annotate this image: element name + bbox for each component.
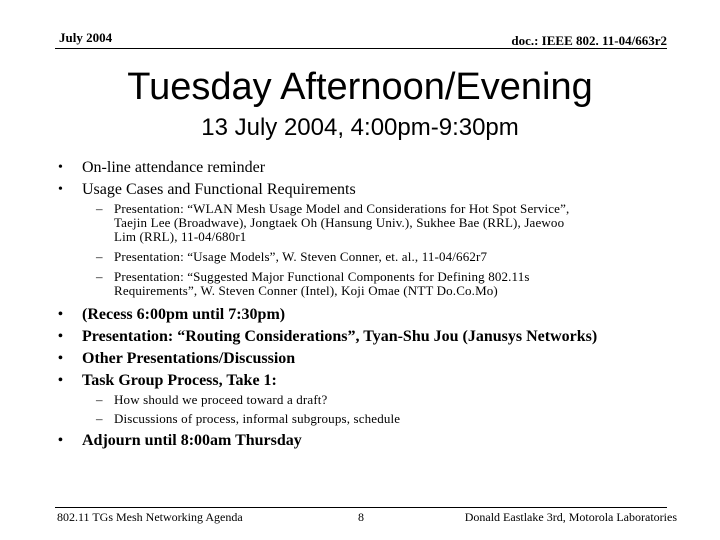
header-doc-id: doc.: IEEE 802. 11-04/663r2	[511, 33, 667, 48]
bullet-glyph: •	[58, 307, 63, 322]
bullet-glyph: •	[58, 351, 63, 366]
dash-glyph: –	[96, 269, 103, 284]
sub-item-line: How should we proceed toward a draft?	[114, 392, 328, 407]
dash-glyph: –	[96, 411, 103, 426]
bullet-text: Adjourn until 8:00am Thursday	[82, 432, 302, 449]
footer-author: Donald Eastlake 3rd, Motorola Laboratories	[464, 510, 677, 524]
dash-glyph: –	[96, 392, 103, 407]
sub-item-line: Presentation: “Usage Models”, W. Steven Conner, et. al., 11-04/662r7	[114, 249, 488, 264]
bullet-text: Presentation: “Routing Considerations”, Tyan-Shu Jou (Janusys Networks)	[82, 328, 598, 345]
header-rule	[55, 48, 667, 49]
bullet-text: Other Presentations/Discussion	[82, 350, 296, 367]
bullet-glyph: •	[58, 373, 63, 388]
slide-subtitle: 13 July 2004, 4:00pm-9:30pm	[201, 114, 519, 141]
bullet-text: Usage Cases and Functional Requirements	[82, 181, 356, 198]
footer-title: 802.11 TGs Mesh Networking Agenda	[57, 510, 243, 524]
page-number: 8	[358, 510, 364, 524]
sub-item-line: Taejin Lee (Broadwave), Jongtaek Oh (Hansung Univ.), Sukhee Bae (RRL), Jaewoo	[114, 215, 565, 230]
sub-item-line: Discussions of process, informal subgroups, schedule	[114, 411, 401, 426]
dash-glyph: –	[96, 201, 103, 216]
bullet-text: On-line attendance reminder	[82, 159, 266, 176]
bullet-glyph: •	[58, 182, 63, 197]
bullet-glyph: •	[58, 433, 63, 448]
sub-item-line: Lim (RRL), 11-04/680r1	[114, 229, 247, 244]
slide-title: Tuesday Afternoon/Evening	[127, 66, 593, 108]
bullet-text: (Recess 6:00pm until 7:30pm)	[82, 306, 286, 323]
dash-glyph: –	[96, 249, 103, 264]
sub-item-line: Presentation: “WLAN Mesh Usage Model and Considerations for Hot Spot Service”,	[114, 201, 570, 216]
bullet-text: Task Group Process, Take 1:	[82, 372, 277, 389]
sub-item-line: Requirements”, W. Steven Conner (Intel), Koji Omae (NTT Do.Co.Mo)	[114, 283, 498, 298]
sub-item-line: Presentation: “Suggested Major Functional Components for Defining 802.11s	[114, 269, 530, 284]
header-date: July 2004	[59, 30, 113, 45]
bullet-glyph: •	[58, 329, 63, 344]
footer-rule	[55, 507, 667, 508]
bullet-glyph: •	[58, 160, 63, 175]
